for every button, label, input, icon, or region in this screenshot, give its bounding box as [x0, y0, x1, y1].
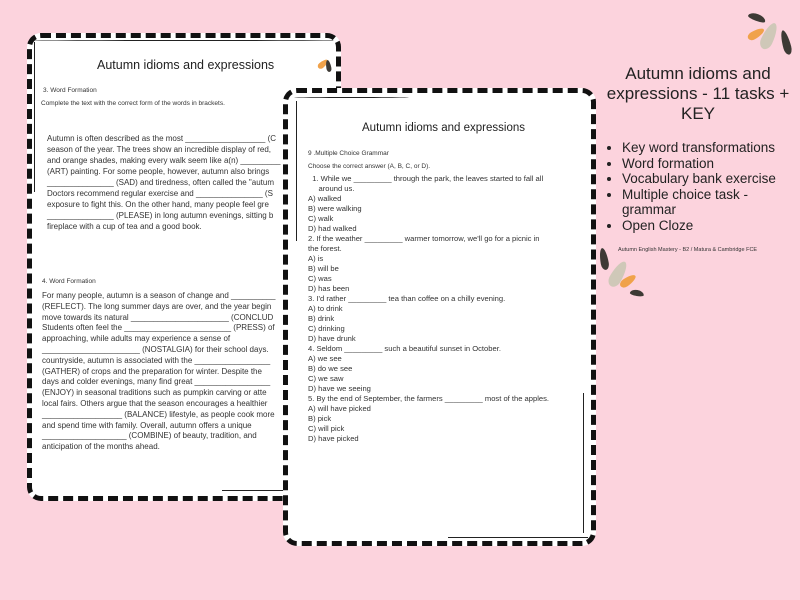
text-line: B) pick — [308, 414, 332, 423]
leaf-decoration — [779, 29, 793, 55]
sketch-line — [30, 40, 341, 41]
text-line: (ENJOY) in seasonal traditions such as pumpkin carving or atte — [42, 388, 267, 398]
text-line: and spend time with family. Overall, autumn offers a unique — [42, 420, 252, 430]
text-line: countryside, autumn is associated with the _________________ — [42, 355, 271, 365]
page-title: Autumn idioms and expressions — [97, 58, 275, 72]
leaf-decoration — [747, 11, 766, 24]
leaf-decoration — [598, 247, 610, 270]
question-list — [308, 174, 549, 444]
feature-item: • Word formation — [622, 156, 787, 172]
worksheet-page-multiple-choice — [283, 88, 596, 546]
text-line: season of the year. The trees show an incredible display of red, — [47, 145, 271, 154]
sketch-line — [583, 393, 584, 533]
text-line: C) walk — [308, 214, 334, 223]
text-line: D) had walked — [308, 224, 357, 233]
sketch-line — [448, 537, 588, 538]
text-line: A) is — [308, 254, 324, 263]
page-title: Autumn idioms and expressions — [362, 122, 525, 134]
text-line: C) we saw — [308, 374, 344, 383]
text-line: B) drink — [308, 314, 335, 323]
text-line: fireplace with a cup of tea and a good book. — [47, 222, 202, 231]
text-line: move towards its natural ______________________ (CONCLUD — [42, 312, 274, 322]
text-line: Students often feel the ________________________ (PRESS) of — [42, 323, 275, 333]
sketch-line — [294, 97, 409, 98]
text-line: days and colder evenings, many find great _________________ — [42, 377, 271, 387]
text-line: A) will have picked — [308, 404, 371, 413]
text-line: 4. Seldom _________ such a beautiful sunset in October. — [308, 344, 501, 353]
sketch-line — [296, 101, 297, 241]
text-line: 1. While we _________ through the park, the leaves started to fall all — [308, 174, 544, 183]
sketch-line — [34, 42, 35, 192]
task-heading: 3. Word Formation — [43, 87, 97, 94]
text-line: B) will be — [308, 264, 339, 273]
text-line: For many people, autumn is a season of change and __________ — [42, 291, 276, 300]
text-line: exposure to fight this. On the other hand, many people feel gre — [47, 200, 269, 209]
text-line: C) was — [308, 274, 332, 283]
text-line: around us. — [308, 184, 355, 193]
text-line: __________________ (BALANCE) lifestyle, as people cook more — [42, 409, 275, 419]
task-instruction: Choose the correct answer (A, B, C, or D). — [308, 163, 431, 170]
feature-item: • Open Cloze — [622, 218, 787, 234]
text-line: A) walked — [308, 194, 342, 203]
text-line: (REFLECT). The long summer days are over, and the year begin — [42, 301, 272, 311]
text-line: approaching, while adults may experience a sense of — [42, 334, 231, 344]
text-line: Autumn is often described as the most __________________ (C — [47, 134, 277, 143]
product-footer: Autumn English Mastery - B2 / Matura & Cambridge FCE — [618, 247, 758, 253]
text-line: the forest. — [308, 244, 342, 253]
leaf-decoration — [630, 289, 645, 297]
feature-item: • Key word transformations — [622, 140, 787, 156]
text-line: 2. If the weather _________ warmer tomorrow, we'll go for a picnic in — [308, 234, 540, 243]
text-line: B) do we see — [308, 364, 353, 373]
text-line: C) will pick — [308, 424, 345, 433]
text-line: _______________ (PLEASE) in long autumn evenings, sitting b — [47, 211, 274, 220]
task-text — [47, 133, 280, 232]
text-line: C) drinking — [308, 324, 345, 333]
text-line: local fairs. Others argue that the season encourages a healthier — [42, 398, 268, 408]
task-heading: 4. Word Formation — [42, 278, 96, 285]
text-line: anticipation of the months ahead. — [42, 442, 160, 452]
text-line: ___________________ (COMBINE) of beauty, tradition, and — [42, 431, 257, 441]
task-instruction: Complete the text with the correct form of the words in brackets. — [41, 100, 225, 107]
feature-item: • Multiple choice task - grammar — [622, 187, 787, 218]
text-line: A) we see — [308, 354, 342, 363]
text-line: D) have picked — [308, 434, 359, 443]
text-line: (ART) painting. For some people, however, autumn also brings — [47, 167, 270, 176]
product-title: Autumn idioms and expressions - 11 tasks + KEY — [606, 64, 790, 123]
text-line: D) has been — [308, 284, 350, 293]
text-line: ______________________ (NOSTALGIA) for their school days. — [42, 344, 269, 354]
text-line: _______________ (SAD) and tiredness, often called the "autum — [47, 178, 274, 187]
text-line: D) have we seeing — [308, 384, 371, 393]
leaf-decoration — [758, 21, 781, 51]
text-line: A) to drink — [308, 304, 343, 313]
text-line: Doctors recommend regular exercise and _______________ (S — [47, 189, 273, 198]
text-line: 5. By the end of September, the farmers _________ most of the apples. — [308, 394, 550, 403]
feature-list — [622, 140, 787, 233]
text-line: and orange shades, making every walk seem like a(n) _________ — [47, 156, 281, 165]
task-text — [42, 291, 276, 453]
feature-item: • Vocabulary bank exercise — [622, 171, 787, 187]
text-line: 3. I'd rather _________ tea than coffee on a chilly evening. — [308, 294, 506, 303]
text-line: D) have drunk — [308, 334, 356, 343]
task-heading: 9 .Multiple Choice Grammar — [308, 150, 389, 157]
text-line: B) were walking — [308, 204, 362, 213]
text-line: (GATHER) of crops and the preparation for winter. Despite the — [42, 366, 262, 376]
